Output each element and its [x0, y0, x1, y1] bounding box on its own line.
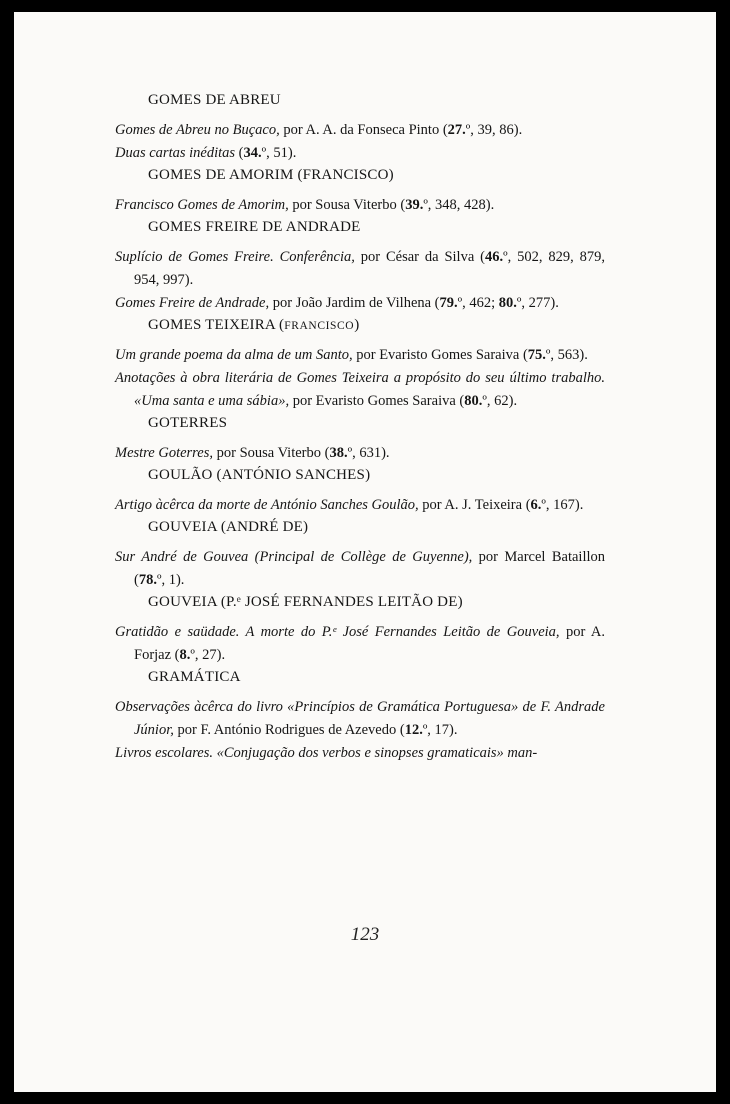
entry-reference: 12. [404, 722, 423, 738]
entry-reference: 78. [138, 572, 157, 588]
section-heading: GOMES TEIXEIRA (FRANCISCO) [148, 317, 360, 333]
entry-reference: por A. J. Teixeira ( [418, 497, 531, 513]
entry-reference: por F. António Rodrigues de Azevedo ( [173, 722, 405, 738]
entry-reference: º, 51). [261, 145, 297, 161]
entry-reference: º, 631). [347, 445, 390, 461]
entry-reference: 34. [243, 145, 262, 161]
index-entry [115, 621, 605, 667]
entry-title: Francisco Gomes de Amorim, [115, 197, 289, 213]
entry-reference: por Evaristo Gomes Saraiva ( [289, 393, 465, 409]
heading-text: GOMES DE AMORIM (FRANCISCO) [148, 167, 394, 183]
entry-title: Duas cartas inéditas [115, 145, 236, 161]
heading-text: GOMES TEIXEIRA [148, 317, 276, 333]
heading-text: GRAMÁTICA [148, 669, 241, 685]
entry-reference: ( [235, 145, 244, 161]
entry-title: Gomes de Abreu no Buçaco, [115, 122, 280, 138]
book-page [14, 12, 716, 1092]
index-entry [115, 194, 605, 217]
index-entry [115, 119, 605, 142]
index-entry [115, 696, 605, 742]
entry-reference: 6. [530, 497, 542, 513]
index-content [115, 90, 605, 765]
entry-reference: º, 277). [516, 295, 559, 311]
heading-text: GOTERRES [148, 415, 228, 431]
index-entry [115, 344, 605, 367]
entry-reference: º, 563). [545, 347, 588, 363]
index-section [115, 165, 605, 217]
page-number: 123 [350, 924, 380, 945]
heading-small-caps: FRANCISCO [284, 320, 355, 332]
entry-title: Um grande poema da alma de um Santo, [115, 347, 353, 363]
entry-reference: 38. [329, 445, 348, 461]
entry-reference: º, 62). [482, 393, 518, 409]
section-heading [148, 465, 605, 486]
entry-reference: 75. [527, 347, 546, 363]
entry-reference: 39. [405, 197, 424, 213]
index-section [115, 217, 605, 315]
heading-text: GOUVEIA (P.ᵉ JOSÉ FERNANDES LEITÃO DE) [148, 594, 463, 610]
entry-title: Gratidão e saüdade. A morte do P.ᵉ José Fernandes Leitão de Gouveia, [115, 624, 560, 640]
index-entry [115, 367, 605, 413]
index-entry [115, 246, 605, 292]
section-heading [148, 165, 605, 186]
index-section [115, 517, 605, 592]
entry-reference: por Sousa Viterbo ( [288, 197, 406, 213]
index-section [115, 90, 605, 165]
entry-title: Mestre Goterres, [115, 445, 213, 461]
entry-title: Gomes Freire de Andrade, [115, 295, 270, 311]
entry-reference: por César da Silva ( [354, 249, 485, 265]
index-entry [115, 442, 605, 465]
heading-text: GOULÃO (ANTÓNIO SANCHES) [148, 467, 371, 483]
entry-reference: por A. A. da Fonseca Pinto ( [279, 122, 448, 138]
heading-text: GOMES DE ABREU [148, 92, 281, 108]
index-section [115, 465, 605, 517]
section-heading [148, 90, 605, 111]
index-section [115, 592, 605, 667]
entry-title: Artigo àcêrca da morte de António Sanches Goulão, [115, 497, 419, 513]
entry-reference: º, 39, 86). [465, 122, 523, 138]
entry-title: Observações àcêrca do livro «Princípios de Gramática Portuguesa» de F. Andrade Júnior, [115, 699, 605, 738]
section-heading [148, 217, 605, 238]
index-entry [115, 292, 605, 315]
entry-reference: por Marcel Bataillon ( [134, 549, 605, 588]
index-entry [115, 546, 605, 592]
entry-title: Livros escolares. «Conjugação dos verbos e sinopses gramaticais» man- [115, 745, 538, 761]
entry-reference: º, 17). [422, 722, 458, 738]
entry-title: Anotações à obra literária de Gomes Teixeira a propósito do seu último trabalho. «Uma santa e uma sábia», [115, 370, 605, 409]
entry-reference: 8. [179, 647, 191, 663]
index-section [115, 667, 605, 765]
entry-reference: º, 348, 428). [423, 197, 495, 213]
index-entry [115, 494, 605, 517]
entry-reference: 46. [484, 249, 504, 265]
section-heading [148, 413, 605, 434]
entry-reference: 80. [464, 393, 483, 409]
entry-reference: º, 27). [190, 647, 226, 663]
entry-title: Sur André de Gouvea (Principal de Collège de Guyenne), [115, 549, 473, 565]
entry-reference: º, 1). [156, 572, 185, 588]
entry-reference: º, 502, 829, 879, 954, 997). [134, 249, 605, 288]
entry-reference: por João Jardim de Vilhena ( [269, 295, 440, 311]
section-heading [148, 592, 605, 613]
heading-text: GOUVEIA (ANDRÉ DE) [148, 519, 309, 535]
entry-reference: por A. Forjaz ( [134, 624, 606, 663]
entry-reference: º, 167). [541, 497, 584, 513]
index-entry [115, 142, 605, 165]
entry-title: Suplício de Gomes Freire. Conferência, [115, 249, 355, 265]
entry-reference: º, 462; [457, 295, 499, 311]
section-heading [148, 667, 605, 688]
index-section [115, 413, 605, 465]
entry-reference: por Sousa Viterbo ( [213, 445, 330, 461]
entry-reference: 79. [439, 295, 458, 311]
index-entry [115, 742, 605, 765]
heading-text: GOMES FREIRE DE ANDRADE [148, 219, 361, 235]
entry-reference: 80. [498, 295, 517, 311]
index-section [115, 315, 605, 413]
entry-reference: por Evaristo Gomes Saraiva ( [352, 347, 528, 363]
entry-reference: 27. [447, 122, 466, 138]
section-heading [148, 517, 605, 538]
